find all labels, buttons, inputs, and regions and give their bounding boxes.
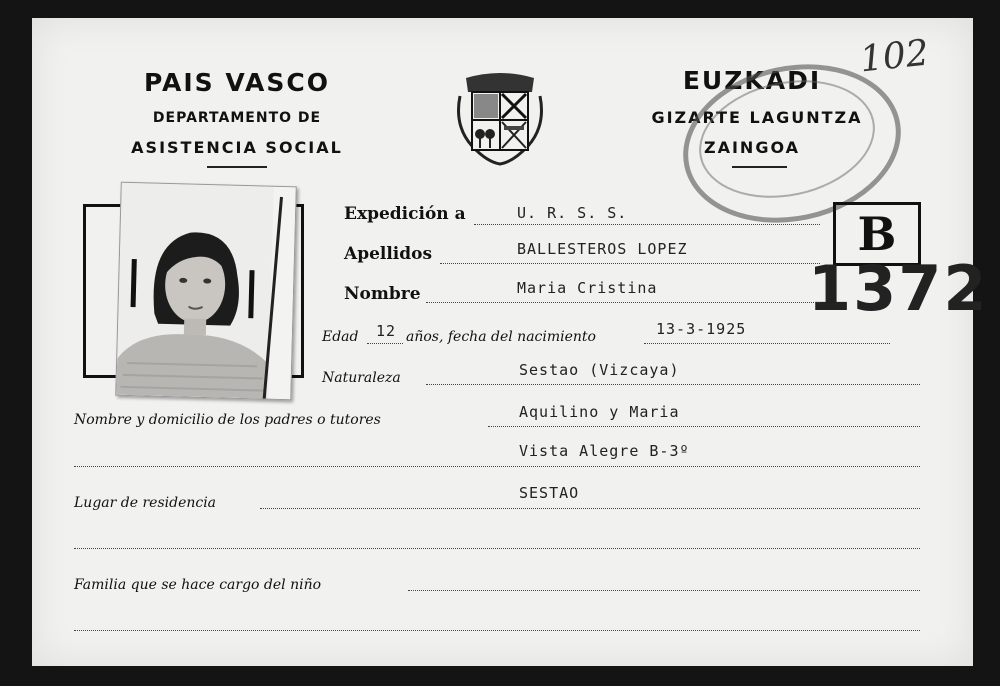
header-right-line2: GIZARTE LAGUNTZA	[651, 108, 863, 127]
apellidos-value: BALLESTEROS LOPEZ	[517, 240, 688, 258]
handwritten-number: 102	[858, 32, 931, 81]
padres-value-2: Vista Alegre B-3º	[519, 442, 690, 460]
familia-label: Familia que se hace cargo del niño	[74, 577, 322, 593]
card-number: 1372	[808, 252, 989, 325]
edad-label: Edad	[322, 329, 359, 345]
header-right-line3: ZAINGOA	[703, 138, 800, 157]
residencia-label: Lugar de residencia	[74, 495, 217, 511]
edad-value: 12	[376, 322, 397, 340]
header-right-title: EUZKADI	[682, 66, 822, 95]
edad-label-mid: años, fecha del nacimiento	[406, 329, 596, 345]
apellidos-line	[440, 263, 820, 264]
edad-line	[367, 343, 403, 344]
header-left-title: PAIS VASCO	[144, 68, 330, 97]
expedicion-line	[474, 224, 820, 225]
padres-line-2	[74, 466, 920, 467]
nombre-line	[426, 302, 820, 303]
birth-line	[644, 343, 890, 344]
padres-value: Aquilino y Maria	[519, 403, 680, 421]
residencia-line	[260, 508, 920, 509]
expedicion-value: U. R. S. S.	[517, 204, 628, 222]
naturaleza-label: Naturaleza	[322, 370, 401, 386]
residencia-line-2	[74, 548, 920, 549]
residencia-value: SESTAO	[519, 484, 580, 502]
header-left-name: ASISTENCIA SOCIAL	[131, 138, 343, 157]
apellidos-label: Apellidos	[344, 244, 433, 264]
nombre-label: Nombre	[344, 284, 421, 304]
coat-of-arms-emblem	[452, 66, 548, 166]
padres-line	[488, 426, 920, 427]
id-card	[32, 18, 989, 666]
familia-line	[408, 590, 920, 591]
header-left-dept: DEPARTAMENTO DE	[152, 110, 322, 126]
familia-line-2	[74, 630, 920, 631]
expedicion-label: Expedición a	[344, 204, 466, 224]
naturaleza-value: Sestao (Vizcaya)	[519, 361, 680, 379]
nombre-value: Maria Cristina	[517, 279, 658, 297]
naturaleza-line	[426, 384, 920, 385]
portrait-photo	[115, 182, 297, 401]
padres-label: Nombre y domicilio de los padres o tutores	[74, 412, 381, 428]
header-left-rule	[207, 166, 267, 168]
birth-date-value: 13-3-1925	[656, 320, 747, 338]
portrait-photo-image	[116, 183, 295, 399]
series-letter-box: B	[833, 202, 921, 266]
